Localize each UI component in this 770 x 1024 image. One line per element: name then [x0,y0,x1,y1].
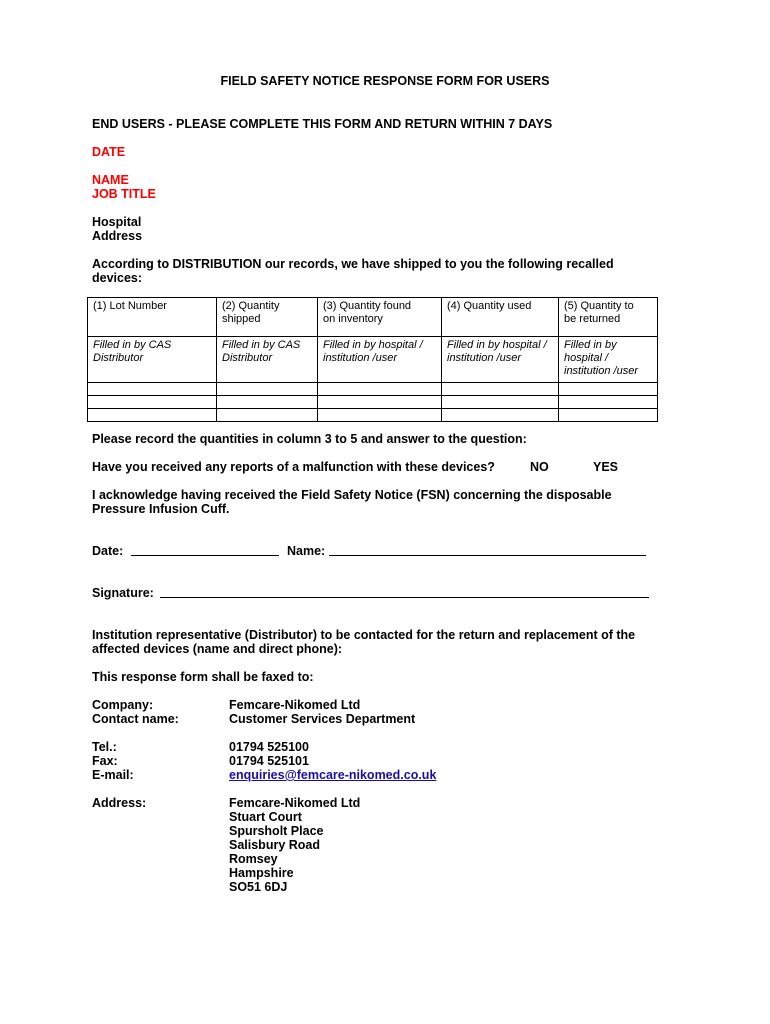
name-input-line[interactable] [329,543,646,561]
signature-label: Signature: [92,586,154,600]
address-line: Stuart Court [229,810,302,824]
contact-name-label: Contact name: [92,712,179,726]
address-line: Femcare-Nikomed Ltd [229,796,361,810]
table-cell[interactable]: Filled in by hospital / institution /user [318,337,442,383]
malfunction-question: Have you received any reports of a malfunction with these devices? [92,460,495,474]
address-label: Address [92,229,143,243]
intro-line-1: According to DISTRIBUTION our records, we have shipped to you the following recalled [92,257,614,271]
hospital-label: Hospital [92,215,142,229]
form-title: FIELD SAFETY NOTICE RESPONSE FORM FOR USERS [220,74,550,88]
col-lot-number-header: (1) Lot Number [88,298,217,337]
contact-address [229,796,360,894]
table-cell[interactable] [442,383,559,396]
table-row [88,383,658,396]
date-label: Date: [92,544,124,558]
table-cell[interactable] [88,409,217,422]
table-cell[interactable] [318,396,442,409]
col-quantity-shipped-header: (2) Quantity shipped [217,298,318,337]
table-cell[interactable] [559,383,658,396]
name-field-label: NAME [92,173,129,187]
address-line: Salisbury Road [229,838,320,852]
table-cell[interactable]: Filled in by hospital / institution /user [559,337,658,383]
contact-name-value: Customer Services Department [229,712,416,726]
date-input-line[interactable] [131,543,279,561]
address-line: SO51 6DJ [229,880,288,894]
signature-input-line[interactable] [160,585,649,603]
table-cell[interactable] [442,396,559,409]
date-field-label: DATE [92,145,126,159]
acknowledge-line-2: Pressure Infusion Cuff. [92,502,230,516]
col-quantity-found-header: (3) Quantity found on inventory [318,298,442,337]
email-label: E-mail: [92,768,134,782]
table-cell[interactable] [217,383,318,396]
table-cell[interactable] [318,383,442,396]
table-row [88,396,658,409]
fax-note: This response form shall be faxed to: [92,670,314,684]
company-label: Company: [92,698,154,712]
table-header-row [88,298,658,337]
table-cell[interactable] [559,409,658,422]
address-line: Romsey [229,852,278,866]
table-cell[interactable]: Filled in by CAS Distributor [88,337,217,383]
table-cell[interactable] [442,409,559,422]
tel-label: Tel.: [92,740,117,754]
table-cell[interactable] [217,409,318,422]
job-title-field-label: JOB TITLE [92,187,156,201]
answer-no[interactable]: NO [530,460,549,474]
answer-yes[interactable]: YES [593,460,619,474]
table-cell[interactable] [318,409,442,422]
table-cell[interactable]: Filled in by CAS Distributor [217,337,318,383]
instruction-text: END USERS - PLEASE COMPLETE THIS FORM AND RETURN WITHIN 7 DAYS [92,117,553,131]
col-quantity-returned-header: (5) Quantity to be returned [559,298,658,337]
fax-label: Fax: [92,754,118,768]
table-cell[interactable] [88,383,217,396]
col-quantity-used-header: (4) Quantity used [442,298,559,337]
table-cell[interactable] [88,396,217,409]
company-value: Femcare-Nikomed Ltd [229,698,361,712]
record-note: Please record the quantities in column 3 to 5 and answer to the question: [92,432,527,446]
representative-line-1: Institution representative (Distributor) to be contacted for the return and replacement of the [92,628,636,642]
fax-value: 01794 525101 [229,754,309,768]
tel-value: 01794 525100 [229,740,309,754]
table-cell[interactable] [559,396,658,409]
name-label: Name: [287,544,326,558]
intro-line-2: devices: [92,271,143,285]
table-row [88,409,658,422]
representative-line-2: affected devices (name and direct phone): [92,642,343,656]
table-cell[interactable] [217,396,318,409]
address-line: Hampshire [229,866,294,880]
table-cell[interactable]: Filled in by hospital / institution /user [442,337,559,383]
acknowledge-line-1: I acknowledge having received the Field Safety Notice (FSN) concerning the disposable [92,488,612,502]
recalled-devices-table [87,297,658,422]
email-link[interactable]: enquiries@femcare-nikomed.co.uk [229,768,437,782]
contact-address-label: Address: [92,796,147,810]
address-line: Spursholt Place [229,824,324,838]
table-row [88,337,658,383]
